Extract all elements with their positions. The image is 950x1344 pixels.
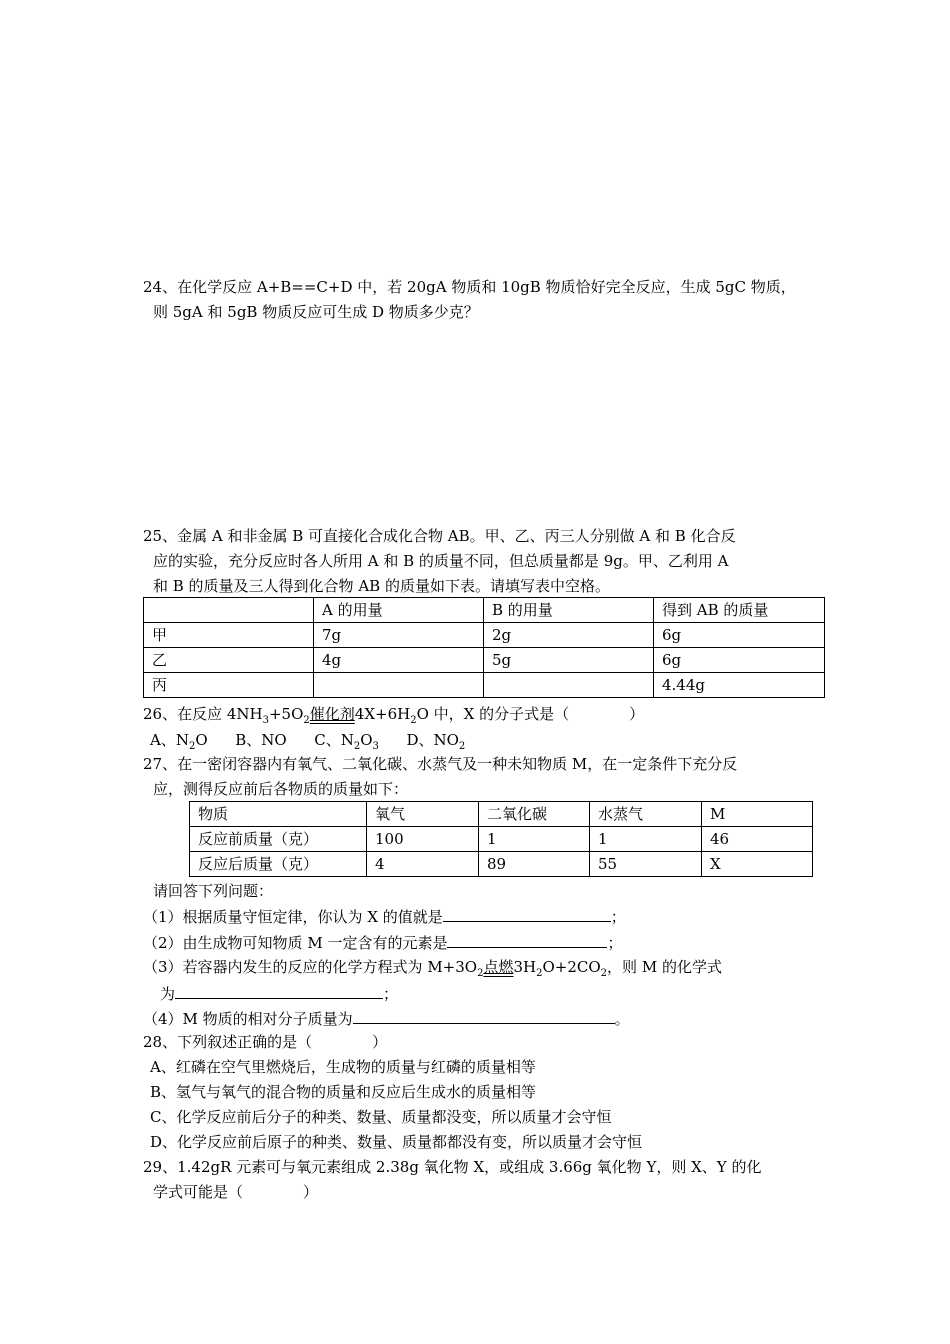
option-c[interactable] xyxy=(314,731,379,752)
answer-blank[interactable] xyxy=(175,983,383,999)
q26-stem xyxy=(143,704,644,724)
table-row xyxy=(144,648,825,673)
subscript: 2 xyxy=(303,715,310,726)
q27-sub3 xyxy=(143,957,722,977)
subscript: 2 xyxy=(188,741,196,752)
table-cell: 1 xyxy=(590,827,702,852)
q27-sub1-text: （1）根据质量守恒定律，你认为 X 的值就是 xyxy=(143,908,443,926)
answer-blank[interactable] xyxy=(443,906,611,922)
catalyst-condition: 催化剂 xyxy=(309,705,355,723)
table-cell: M xyxy=(702,802,813,827)
table-cell xyxy=(144,598,314,623)
q25-line3: 和 B 的质量及三人得到化合物 AB 的质量如下表。请填写表中空格。 xyxy=(153,577,610,595)
q27-sub3-text: O+2CO xyxy=(542,958,601,976)
q27-sub2 xyxy=(143,932,622,953)
table-cell: 水蒸气 xyxy=(590,802,702,827)
q29-line2: 学式可能是（ ） xyxy=(153,1183,319,1201)
option-d[interactable] xyxy=(406,731,466,752)
subscript: 3 xyxy=(262,715,269,726)
ignition-condition: 点燃 xyxy=(483,958,514,976)
q27-table xyxy=(189,801,813,877)
table-cell: 100 xyxy=(367,827,479,852)
table-row xyxy=(144,623,825,648)
table-cell: 反应前质量（克） xyxy=(190,827,367,852)
q26-text: 4X+6H xyxy=(354,705,411,723)
q27-sub3-text: 3H xyxy=(513,958,537,976)
q27-prompt: 请回答下列问题： xyxy=(153,882,274,900)
table-row xyxy=(144,673,825,698)
option-b[interactable]: B、NO xyxy=(235,731,287,749)
option-a[interactable] xyxy=(150,731,208,752)
subscript: 2 xyxy=(410,715,417,726)
table-cell: 1 xyxy=(479,827,590,852)
q24-line2: 则 5gA 和 5gB 物质反应可生成 D 物质多少克？ xyxy=(153,303,479,321)
q27-line1: 27、在一密闭容器内有氧气、二氧化碳、水蒸气及一种未知物质 M，在一定条件下充分反 xyxy=(143,755,738,773)
table-cell: 7g xyxy=(314,623,484,648)
table-cell: B 的用量 xyxy=(484,598,654,623)
table-header-row xyxy=(144,598,825,623)
table-cell: 乙 xyxy=(144,648,314,673)
table-row xyxy=(190,827,813,852)
table-cell: A 的用量 xyxy=(314,598,484,623)
table-cell-blank[interactable] xyxy=(484,673,654,698)
q26-text: +5O xyxy=(268,705,304,723)
table-cell: 二氧化碳 xyxy=(479,802,590,827)
table-cell: 得到 AB 的质量 xyxy=(654,598,825,623)
option-c-text: O xyxy=(360,731,373,749)
q27-sub4-text: （4）M 物质的相对分子质量为 xyxy=(143,1010,353,1028)
q27-sub4 xyxy=(143,1008,630,1029)
subscript: 2 xyxy=(600,968,608,979)
table-header-row xyxy=(190,802,813,827)
subscript: 3 xyxy=(372,741,379,752)
option-c-text: C、N xyxy=(314,731,354,749)
punctuation: ； xyxy=(610,908,626,926)
q25-line1: 25、金属 A 和非金属 B 可直接化合成化合物 AB。甲、乙、丙三人分别做 A 和 B 化合反 xyxy=(143,527,736,545)
q26-text: O 中，X 的分子式是（ ） xyxy=(416,705,645,723)
table-cell: 5g xyxy=(484,648,654,673)
subscript: 2 xyxy=(353,741,361,752)
answer-blank[interactable] xyxy=(447,932,607,948)
table-cell: 物质 xyxy=(190,802,367,827)
q28-stem: 28、下列叙述正确的是（ ） xyxy=(143,1033,388,1051)
table-cell: 氧气 xyxy=(367,802,479,827)
q27-sub1 xyxy=(143,906,626,927)
option-a[interactable]: A、红磷在空气里燃烧后，生成物的质量与红磷的质量相等 xyxy=(150,1058,536,1076)
option-d-text: D、NO xyxy=(406,731,459,749)
q27-line2: 应，测得反应前后各物质的质量如下： xyxy=(153,780,409,798)
table-cell: 46 xyxy=(702,827,813,852)
option-c[interactable]: C、化学反应前后分子的种类、数量、质量都没变，所以质量才会守恒 xyxy=(150,1108,612,1126)
option-d[interactable]: D、化学反应前后原子的种类、数量、质量都都没有变，所以质量才会守恒 xyxy=(150,1133,643,1151)
table-cell: 6g xyxy=(654,648,825,673)
q27-sub3-text: （3）若容器内发生的反应的化学方程式为 M+3O xyxy=(143,958,478,976)
answer-blank[interactable] xyxy=(353,1008,615,1024)
table-cell: 4 xyxy=(367,852,479,877)
table-cell: 55 xyxy=(590,852,702,877)
q27-sub2-text: （2）由生成物可知物质 M 一定含有的元素是 xyxy=(143,934,448,952)
q25-table xyxy=(143,597,825,698)
table-cell: 反应后质量（克） xyxy=(190,852,367,877)
option-a-text: A、N xyxy=(150,731,189,749)
table-cell: 丙 xyxy=(144,673,314,698)
subscript: 2 xyxy=(477,968,484,979)
option-a-text: O xyxy=(195,731,208,749)
punctuation: ； xyxy=(383,985,399,1003)
table-row xyxy=(190,852,813,877)
q27-sub3-line2 xyxy=(160,983,398,1004)
table-cell: 4g xyxy=(314,648,484,673)
subscript: 2 xyxy=(536,968,543,979)
table-cell: 4.44g xyxy=(654,673,825,698)
subscript: 2 xyxy=(458,741,466,752)
q24-line1: 24、在化学反应 A+B==C+D 中，若 20gA 物质和 10gB 物质恰好完全反应，生成 5gC 物质， xyxy=(143,278,796,296)
punctuation: ； xyxy=(607,934,623,952)
punctuation: 。 xyxy=(614,1010,630,1028)
q27-sub3-text: 为 xyxy=(160,985,176,1003)
q25-line2: 应的实验，充分反应时各人所用 A 和 B 的质量不同，但总质量都是 9g。甲、乙利用 A xyxy=(153,552,729,570)
table-cell: 甲 xyxy=(144,623,314,648)
q27-sub3-text: ，则 M 的化学式 xyxy=(607,958,722,976)
table-cell: 89 xyxy=(479,852,590,877)
q29-line1: 29、1.42gR 元素可与氧元素组成 2.38g 氧化物 X，或组成 3.66g 氧化物 Y，则 X、Y 的化 xyxy=(143,1158,762,1176)
table-cell: 2g xyxy=(484,623,654,648)
table-cell-blank[interactable] xyxy=(314,673,484,698)
table-cell: X xyxy=(702,852,813,877)
option-b[interactable]: B、氢气与氧气的混合物的质量和反应后生成水的质量相等 xyxy=(150,1083,537,1101)
q26-text: 26、在反应 4NH xyxy=(143,705,263,723)
table-cell: 6g xyxy=(654,623,825,648)
q26-options xyxy=(150,730,465,750)
